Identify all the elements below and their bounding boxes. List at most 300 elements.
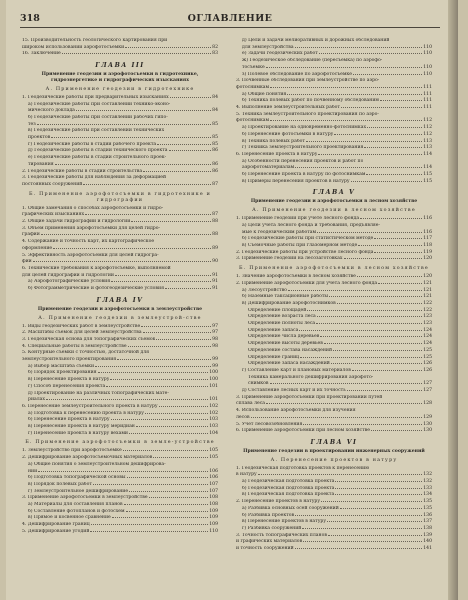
leader-dots bbox=[318, 154, 422, 155]
toc-entry bbox=[22, 350, 218, 357]
toc-entry-page: 112 bbox=[423, 131, 432, 137]
toc-entry-title: а) Разбивка основных осей сооружений bbox=[242, 505, 339, 511]
toc-entry-page: 84 bbox=[212, 108, 218, 114]
toc-entry bbox=[22, 324, 218, 331]
toc-entry-title: 4. Дешифрирование границ bbox=[22, 522, 90, 528]
toc-entry bbox=[22, 357, 218, 364]
leader-dots bbox=[251, 417, 423, 418]
toc-entry-page: 106 bbox=[209, 468, 218, 474]
toc-entry bbox=[236, 98, 432, 105]
leader-dots bbox=[351, 181, 423, 182]
toc-entry-title: б) Наземные таксационные работы bbox=[242, 294, 329, 300]
toc-entry-title: Определение высоты деревьев bbox=[248, 341, 323, 347]
toc-entry-title: тирования bbox=[28, 161, 54, 167]
toc-entry-title: а) Особенности перенесения проектов и работ по bbox=[242, 158, 364, 164]
toc-entry-title: а) Геодезические работы при составлении технико-эконо- bbox=[28, 101, 171, 107]
toc-entry-title: б) Перенесение проекта в натуру по фотоснимкам bbox=[242, 172, 366, 178]
toc-entry bbox=[236, 274, 432, 281]
chapter-3-section-b-list bbox=[22, 206, 218, 293]
toc-entry-title: 5. Контурные съемки с точностью, достаточной для bbox=[22, 350, 150, 356]
leader-dots bbox=[306, 141, 422, 142]
toc-entry bbox=[236, 145, 432, 152]
toc-entry-page: 91 bbox=[212, 272, 218, 278]
leader-dots bbox=[106, 386, 208, 387]
toc-entry-page: 113 bbox=[423, 138, 432, 144]
toc-entry bbox=[22, 226, 218, 233]
leader-dots bbox=[110, 379, 208, 380]
toc-entry-title: в) Примеры перенесения проектов в натуру bbox=[242, 178, 350, 184]
leader-dots bbox=[300, 357, 422, 358]
toc-entry-title: и точность сооружений bbox=[236, 546, 294, 552]
right-column bbox=[236, 38, 432, 553]
leader-dots bbox=[266, 403, 422, 404]
toc-entry-page: 141 bbox=[423, 546, 432, 552]
toc-entry-title: д) Составление лесных карт и их точность bbox=[242, 388, 346, 394]
toc-entry-page: 107 bbox=[209, 481, 218, 487]
toc-entry-page: 138 bbox=[423, 526, 432, 531]
toc-entry-page: 123 bbox=[423, 314, 432, 320]
toc-entry-page: 110 bbox=[423, 71, 432, 77]
leader-dots bbox=[115, 275, 211, 276]
toc-entry bbox=[236, 381, 432, 388]
toc-entry bbox=[22, 259, 218, 266]
toc-entry-page: 110 bbox=[423, 44, 432, 50]
toc-entry-page: 127 bbox=[423, 381, 432, 387]
toc-entry-title: фотоснимкам bbox=[236, 84, 270, 90]
toc-entry bbox=[236, 348, 432, 355]
leader-dots bbox=[143, 332, 212, 333]
toc-entry-page: 85 bbox=[212, 121, 218, 127]
leader-dots bbox=[295, 167, 422, 168]
toc-entry-page: 109 bbox=[209, 515, 218, 521]
toc-entry-page: 128 bbox=[423, 401, 432, 407]
toc-entry-title: е) Задачи геодезических работ bbox=[242, 51, 318, 57]
toc-entry-page: 91 bbox=[212, 279, 218, 285]
toc-entry bbox=[22, 175, 218, 182]
toc-entry-page: 85 bbox=[212, 141, 218, 147]
toc-entry bbox=[236, 513, 432, 520]
toc-entry-page: 86 bbox=[212, 168, 218, 174]
toc-entry-title: в) Перенесение проекта в натуру меридиан bbox=[28, 424, 135, 430]
toc-entry-title: фотоснимкам bbox=[236, 118, 270, 124]
toc-entry-page: 122 bbox=[423, 307, 432, 313]
toc-entry-title: 16. Заключение bbox=[22, 51, 61, 57]
toc-entry-title: г) Геодезические работы в стадии рабочего проекта bbox=[28, 141, 157, 147]
toc-entry bbox=[22, 162, 218, 169]
toc-entry-title: Определение границ bbox=[248, 354, 300, 360]
toc-entry-title: г) Техника землеустроительного проектирования bbox=[242, 145, 364, 151]
leader-dots bbox=[165, 288, 211, 289]
toc-entry bbox=[236, 486, 432, 493]
toc-entry-title: 2. Перенесение проектов в натуру bbox=[236, 499, 321, 505]
leader-dots bbox=[270, 383, 423, 384]
toc-entry-title: в) Съемочные работы при глазомерном методе bbox=[242, 242, 358, 248]
toc-entry-title: для целей гидрографии и гидрологии bbox=[22, 272, 114, 278]
toc-entry-title: 2. Геодезические работы в стадии строительства bbox=[22, 168, 143, 174]
toc-entry bbox=[236, 152, 432, 159]
chapter-5-label: ГЛАВА V bbox=[312, 189, 356, 197]
toc-entry-title: постоянных сооружений bbox=[22, 181, 83, 187]
toc-entry-page: 84 bbox=[212, 94, 218, 100]
toc-entry-title: б) Перенесение фотосъемки в натуру bbox=[242, 131, 334, 137]
toc-entry bbox=[22, 142, 218, 149]
toc-entry bbox=[236, 256, 432, 263]
leader-dots bbox=[287, 94, 422, 95]
chapter-4-section-b-list bbox=[22, 448, 218, 535]
toc-entry-title: 5. Дешифрирование угодий bbox=[22, 528, 90, 534]
leader-dots bbox=[317, 316, 422, 317]
toc-entry-title: 4. Специальные работы в землеустройстве bbox=[22, 343, 127, 349]
leader-dots bbox=[111, 281, 211, 282]
chapter-5-section-a-list bbox=[236, 216, 432, 263]
toc-entry-page: 112 bbox=[423, 118, 432, 124]
leader-dots bbox=[347, 390, 423, 391]
leader-dots bbox=[123, 450, 208, 451]
toc-entry bbox=[22, 246, 218, 253]
toc-entry bbox=[22, 337, 218, 344]
leader-dots bbox=[53, 248, 211, 249]
leader-dots bbox=[317, 232, 422, 233]
leader-dots bbox=[55, 164, 211, 165]
toc-entry-page: 82 bbox=[212, 44, 218, 50]
toc-entry-title: нии bbox=[28, 468, 38, 474]
toc-entry-page: 125 bbox=[423, 354, 432, 360]
toc-entry bbox=[22, 529, 218, 536]
toc-entry-page: 130 bbox=[423, 421, 432, 427]
chapter-3-section-b: Б. Применение аэрофотосъемки в гидротехнике и гидрографии bbox=[28, 191, 212, 203]
toc-entry-page: 101 bbox=[209, 383, 218, 389]
toc-entry-page: 102 bbox=[209, 403, 218, 409]
toc-entry-title: 1. Применение геодезии при учете лесного фонда bbox=[236, 216, 360, 222]
leader-dots bbox=[258, 474, 422, 475]
toc-entry-page: 116 bbox=[423, 216, 432, 222]
toc-entry-title: ж) Геодезическое обследование (пересъемка) по аэрофо- bbox=[242, 58, 383, 64]
toc-entry-title: тосъемке bbox=[242, 64, 265, 70]
toc-entry-title: в) Перенесение проекта в натуру bbox=[28, 377, 110, 383]
toc-entry-title: и графических материалов bbox=[236, 539, 303, 545]
toc-entry-title: мые к геодезическим работам bbox=[242, 229, 317, 235]
leader-dots bbox=[170, 97, 211, 98]
chapter-5-section-b-list bbox=[236, 274, 432, 435]
leader-dots bbox=[145, 413, 208, 414]
toc-entry bbox=[236, 341, 432, 348]
toc-entry-page: 98 bbox=[212, 343, 218, 349]
leader-dots bbox=[320, 336, 422, 337]
toc-entry bbox=[236, 243, 432, 250]
leader-dots bbox=[159, 406, 209, 407]
toc-entry-title: 1. Геодезическая подготовка проектов к перенесению bbox=[236, 465, 370, 471]
toc-entry bbox=[236, 132, 432, 139]
leader-dots bbox=[324, 343, 422, 344]
chapter-3-label: ГЛАВА III bbox=[95, 62, 145, 70]
toc-entry-title: б) Геодезические работы при составлении рабочих гипо- bbox=[28, 114, 168, 120]
leader-dots bbox=[353, 74, 422, 75]
toc-entry bbox=[236, 499, 432, 506]
toc-entry-title: 2. Применение аэрофотосъемки для учета лесного фонда bbox=[236, 280, 378, 286]
toc-entry-title: мического доклада bbox=[28, 108, 75, 114]
toc-entry bbox=[236, 415, 432, 422]
leader-dots bbox=[327, 521, 422, 522]
toc-entry bbox=[236, 72, 432, 79]
page-number: 318 bbox=[20, 13, 40, 24]
toc-entry-page: 98 bbox=[212, 336, 218, 342]
toc-entry bbox=[236, 112, 432, 119]
toc-entry-page: 116 bbox=[423, 229, 432, 235]
toc-entry-page: 120 bbox=[423, 256, 432, 262]
toc-entry bbox=[22, 424, 218, 431]
chapter-6-section-a-list bbox=[236, 466, 432, 553]
toc-entry bbox=[22, 469, 218, 476]
toc-entry-title: а) Выбор масштаба съемки bbox=[28, 363, 95, 369]
toc-entry-page: 110 bbox=[423, 51, 432, 57]
toc-entry-title: Определение возраста леса bbox=[248, 314, 316, 320]
toc-entry bbox=[22, 489, 218, 496]
leader-dots bbox=[156, 339, 211, 340]
toc-entry-page: 101 bbox=[209, 397, 218, 403]
chapter-4-title: Применение геодезии и аэрофотосъемки в землеустройстве bbox=[37, 306, 203, 312]
toc-entry bbox=[22, 417, 218, 424]
toc-entry bbox=[22, 515, 218, 522]
toc-entry-page: 88 bbox=[212, 219, 218, 225]
toc-entry-page: 114 bbox=[423, 151, 432, 157]
leader-dots bbox=[367, 127, 422, 128]
toc-entry-page: 88 bbox=[212, 232, 218, 238]
toc-entry-page: 97 bbox=[212, 330, 218, 336]
toc-entry bbox=[22, 239, 218, 246]
toc-entry-title: 3. Объем применения аэрофотосъемки для целей гидро- bbox=[22, 225, 161, 231]
toc-entry-title: а) Аэрофотографические условия bbox=[28, 279, 111, 285]
toc-entry-page: 86 bbox=[212, 161, 218, 167]
toc-entry bbox=[22, 397, 218, 404]
toc-entry-page: 139 bbox=[423, 532, 432, 538]
toc-entry-page: 90 bbox=[212, 259, 218, 265]
toc-entry-page: 121 bbox=[423, 280, 432, 286]
leader-dots bbox=[117, 359, 211, 360]
toc-entry-title: г) Разбивка сооружений bbox=[242, 526, 302, 531]
toc-entry bbox=[22, 206, 218, 213]
toc-entry-title: а) Материалы для составления планов bbox=[28, 502, 123, 508]
leader-dots bbox=[331, 363, 422, 364]
toc-entry bbox=[22, 448, 218, 455]
toc-entry-title: г) Способ перенесения проекта bbox=[28, 383, 106, 389]
leader-dots bbox=[112, 517, 208, 518]
toc-entry-page: 107 bbox=[209, 488, 218, 494]
toc-entry bbox=[236, 428, 432, 435]
left-top-list bbox=[22, 38, 218, 58]
leader-dots bbox=[378, 283, 422, 284]
toc-entry-title: для землеустройства bbox=[242, 44, 294, 50]
leader-dots bbox=[111, 419, 209, 420]
toc-entry-title: Определение полноты леса bbox=[248, 321, 316, 327]
toc-entry bbox=[22, 495, 218, 502]
leader-dots bbox=[360, 218, 422, 219]
leader-dots bbox=[352, 370, 422, 371]
toc-entry-title: б) Геодезические работы при статистическом методе bbox=[242, 236, 374, 242]
toc-entry bbox=[22, 273, 218, 280]
leader-dots bbox=[126, 511, 209, 512]
leader-dots bbox=[37, 124, 211, 125]
toc-entry-title: б) Подготовка топографической основы bbox=[28, 475, 126, 481]
toc-entry-title: фии bbox=[22, 259, 32, 265]
toc-entry-title: Определение числа деревьев bbox=[248, 334, 320, 340]
toc-entry-page: 124 bbox=[423, 334, 432, 340]
toc-entry-page: 121 bbox=[423, 294, 432, 300]
toc-entry bbox=[22, 279, 218, 286]
toc-entry bbox=[236, 539, 432, 546]
leader-dots bbox=[288, 290, 422, 291]
toc-entry bbox=[236, 308, 432, 315]
leader-dots bbox=[334, 134, 422, 135]
leader-dots bbox=[169, 150, 212, 151]
toc-entry bbox=[236, 92, 432, 99]
toc-entry bbox=[22, 431, 218, 438]
toc-entry bbox=[22, 522, 218, 529]
toc-entry-title: графии bbox=[22, 232, 40, 238]
toc-entry bbox=[22, 38, 218, 45]
toc-entry bbox=[236, 58, 432, 65]
toc-entry-title: Определение запаса bbox=[248, 327, 299, 333]
left-column bbox=[22, 38, 218, 536]
toc-entry bbox=[22, 128, 218, 135]
toc-entry-page: 111 bbox=[423, 84, 432, 90]
toc-entry bbox=[22, 330, 218, 337]
toc-entry bbox=[236, 334, 432, 341]
toc-entry-page: 100 bbox=[209, 377, 218, 383]
leader-dots bbox=[95, 366, 211, 367]
toc-entry-title: 2. Масштабы съемок для целей землеустройства bbox=[22, 330, 142, 336]
toc-entry-title: 2. Общие задачи гидрографии и гидрологии bbox=[22, 219, 131, 225]
toc-entry-title: в) Прямое и косвенное сравнение bbox=[28, 515, 111, 521]
toc-entry bbox=[236, 533, 432, 540]
toc-entry-page: 111 bbox=[423, 105, 432, 111]
leader-dots bbox=[357, 276, 422, 277]
chapter-3-section-a-list bbox=[22, 95, 218, 189]
toc-entry-title: б) Порядок проектирования bbox=[28, 370, 97, 376]
toc-entry-title: 3. Почвенные обследования при землеустройстве по аэро- bbox=[236, 78, 380, 84]
toc-entry-page: 118 bbox=[423, 242, 432, 248]
toc-entry-title: а) Общие понятия о землеустроительном дешифрирова- bbox=[28, 461, 166, 467]
toc-entry-page: 133 bbox=[423, 485, 432, 491]
leader-dots bbox=[91, 524, 208, 525]
toc-entry-title: риалах bbox=[28, 397, 45, 403]
toc-entry-title: Определение площадей bbox=[248, 307, 307, 313]
toc-entry-title: 3. Геодезические работы для наблюдения за деформацией bbox=[22, 175, 167, 181]
toc-entry-page: 103 bbox=[209, 424, 218, 430]
leader-dots bbox=[129, 491, 208, 492]
toc-entry-title: землеустроительного проектирования bbox=[22, 357, 117, 363]
page-header bbox=[20, 13, 440, 28]
toc-entry bbox=[22, 266, 218, 273]
toc-entry-page: 102 bbox=[209, 410, 218, 416]
toc-entry bbox=[22, 364, 218, 371]
toc-entry bbox=[236, 105, 432, 112]
toc-entry bbox=[236, 45, 432, 52]
toc-entry-title: 5. Эффективность аэрофотосъемки для целей гидрогра- bbox=[22, 252, 159, 258]
toc-entry bbox=[236, 314, 432, 321]
toc-entry-title: 5. Техника землеустроительного проектирования по аэро- bbox=[236, 111, 379, 117]
toc-entry-title: б) Разбивка проектов bbox=[242, 512, 295, 518]
toc-entry-page: 121 bbox=[423, 287, 432, 293]
toc-entry-page: 124 bbox=[423, 327, 432, 333]
toc-entry-title: 2. Геодезические работы при устройстве лесного фонда bbox=[236, 249, 374, 255]
leader-dots bbox=[125, 47, 211, 48]
toc-entry bbox=[22, 148, 218, 155]
chapter-3-section-a: А. Применение геодезии в гидротехнике bbox=[45, 86, 195, 92]
toc-entry bbox=[22, 219, 218, 226]
toc-entry bbox=[22, 212, 218, 219]
toc-entry-page: 109 bbox=[209, 522, 218, 528]
toc-entry-page: 83 bbox=[212, 51, 218, 57]
toc-entry-title: 4. Выполнение землеустроительных работ bbox=[236, 105, 340, 111]
chapter-5-section-a: А. Применение геодезии в лесном хозяйстве bbox=[252, 208, 416, 214]
toc-entry-page: 125 bbox=[423, 347, 432, 353]
toc-entry bbox=[236, 472, 432, 479]
right-top-list bbox=[236, 38, 432, 185]
toc-entry-page: 122 bbox=[423, 300, 432, 306]
leader-dots bbox=[127, 477, 209, 478]
leader-dots bbox=[83, 184, 211, 185]
toc-entry-page: 106 bbox=[209, 475, 218, 481]
toc-entry-title: е) Геодезические работы в стадии строительного проек- bbox=[28, 155, 167, 161]
toc-entry-title: а) Геодезическая подготовка проекта bbox=[242, 479, 335, 485]
toc-entry bbox=[22, 411, 218, 418]
toc-entry bbox=[22, 182, 218, 189]
toc-entry bbox=[236, 466, 432, 473]
toc-entry bbox=[22, 462, 218, 469]
toc-entry bbox=[236, 506, 432, 513]
toc-entry-title: г) Перенесение проекта в натуру вехами bbox=[28, 430, 128, 436]
toc-entry-page: 103 bbox=[209, 417, 218, 423]
toc-entry-page: 99 bbox=[212, 363, 218, 369]
toc-entry-title: 1. Виды геодезических работ в землеустройстве bbox=[22, 323, 141, 329]
toc-entry-page: 113 bbox=[423, 145, 432, 151]
leader-dots bbox=[333, 350, 422, 351]
leader-dots bbox=[51, 137, 211, 138]
toc-entry-page: 135 bbox=[423, 505, 432, 511]
toc-entry bbox=[22, 370, 218, 377]
leader-dots bbox=[295, 515, 422, 516]
toc-entry bbox=[236, 139, 432, 146]
toc-entry bbox=[236, 223, 432, 230]
toc-entry-title: г) Составление карт и плановых материалов bbox=[242, 367, 351, 373]
toc-entry bbox=[236, 172, 432, 179]
leader-dots bbox=[98, 372, 209, 373]
toc-entry-page: 109 bbox=[209, 508, 218, 514]
toc-entry-title: 2. Дешифрирование аэрофотосъемочных материалов bbox=[22, 455, 153, 461]
toc-entry-title: Определение состава насаждений bbox=[248, 347, 333, 353]
leader-dots bbox=[266, 67, 423, 68]
toc-entry-page: 132 bbox=[423, 472, 432, 478]
chapter-5-title: Применение геодезии и аэрофотосъемки в лесном хозяйстве bbox=[250, 199, 418, 205]
toc-entry-title: в) Порядок полевых работ bbox=[28, 481, 92, 487]
toc-entry bbox=[22, 344, 218, 351]
toc-entry-page: 129 bbox=[423, 414, 432, 420]
leader-dots bbox=[90, 531, 208, 532]
toc-entry bbox=[236, 328, 432, 335]
toc-entry bbox=[236, 281, 432, 288]
toc-entry bbox=[236, 78, 432, 85]
toc-entry bbox=[22, 122, 218, 129]
toc-entry bbox=[236, 375, 432, 382]
toc-entry-page: 110 bbox=[423, 64, 432, 70]
toc-entry-title: широком использовании аэрофотосъемки bbox=[22, 44, 125, 50]
leader-dots bbox=[374, 238, 422, 239]
toc-entry-title: б) Фотограмметрические и фотогеодезические условия bbox=[28, 286, 164, 292]
toc-entry-title: 1. Общие замечания о способах аэрофотосъемки и гидро- bbox=[22, 205, 164, 211]
toc-entry-page: 117 bbox=[423, 236, 432, 242]
toc-entry-title: б) Составление фотопланов и фотосхем bbox=[28, 508, 125, 514]
leader-dots bbox=[124, 504, 209, 505]
